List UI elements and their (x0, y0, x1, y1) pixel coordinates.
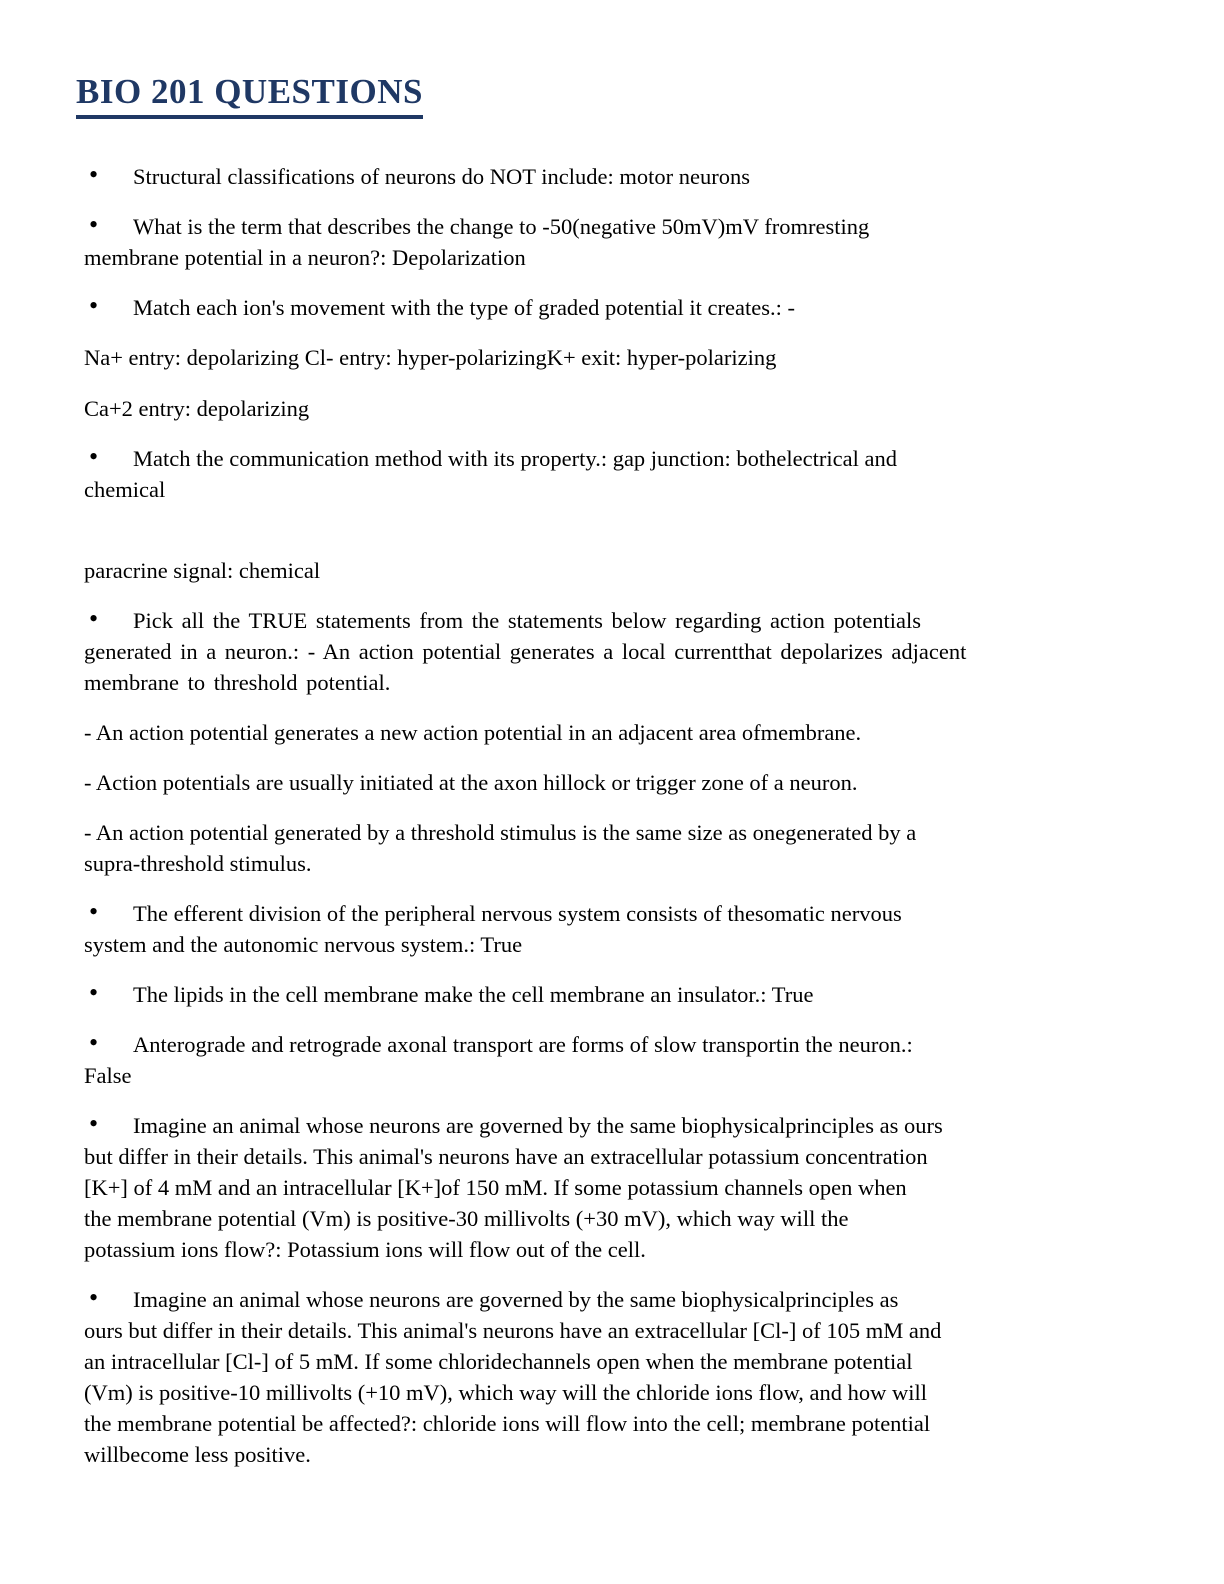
question-bullet-item (84, 211, 1144, 273)
question-bullet-item (84, 1029, 1144, 1091)
bullet-icon: • (89, 291, 99, 320)
paragraph-text: Imagine an animal whose neurons are governed by the same biophysicalprinciples as ours but differ in their details. This animal's neurons have an extracellular [Cl-] of 105 mM and an intracellular [Cl-] of 5 mM. If some chloridechannels open when the membrane potential (Vm) is positive-10 millivolts (+10 mV), which way will the chloride ions flow, and how will the membrane potential be affected?: chloride ions will flow into the cell; membrane potential willbecome less positive. (84, 1287, 942, 1467)
question-bullet-item (84, 1284, 1144, 1470)
paragraph-text: What is the term that describes the change to -50(negative 50mV)mV fromresting membrane potential in a neuron?: Depolarization (84, 214, 870, 270)
text-line (84, 767, 1144, 798)
question-bullet-item (84, 161, 1144, 192)
paragraph-text: - An action potential generates a new action potential in an adjacent area ofmembrane. (84, 720, 862, 745)
text-line (84, 393, 1144, 424)
paragraph-text: - An action potential generated by a threshold stimulus is the same size as onegenerated by a supra-threshold stimulus. (84, 820, 917, 876)
bullet-icon: • (89, 442, 99, 471)
question-bullet-item (84, 443, 1144, 505)
bullet-icon: • (89, 160, 99, 189)
paragraph-text: Anterograde and retrograde axonal transport are forms of slow transportin the neuron.: False (84, 1032, 913, 1088)
text-line (84, 717, 1144, 748)
question-bullet-item (84, 898, 1144, 960)
question-bullet-item (84, 605, 1144, 698)
bullet-icon: • (89, 210, 99, 239)
text-line (84, 555, 1144, 586)
paragraph-text: Match the communication method with its property.: gap junction: bothelectrical and chemical (84, 446, 897, 502)
bullet-icon: • (89, 1109, 99, 1138)
paragraph-text: Structural classifications of neurons do NOT include: motor neurons (133, 164, 750, 189)
bullet-icon: • (89, 897, 99, 926)
paragraph-text: Match each ion's movement with the type of graded potential it creates.: - (133, 295, 795, 320)
paragraph-text: - Action potentials are usually initiated at the axon hillock or trigger zone of a neuron. (84, 770, 858, 795)
question-bullet-item (84, 979, 1144, 1010)
paragraph-text: Na+ entry: depolarizing Cl- entry: hyper-polarizingK+ exit: hyper-polarizing (84, 345, 777, 370)
question-bullet-item (84, 1110, 1144, 1265)
paragraph-text: The lipids in the cell membrane make the cell membrane an insulator.: True (133, 982, 814, 1007)
paragraph-text: Imagine an animal whose neurons are governed by the same biophysicalprinciples as ours but differ in their details. This animal's neurons have an extracellular potassium concentration [K+] of 4 mM and an intracellular [K+]of 150 mM. If some potassium channels open when the membrane potential (Vm) is positive-30 millivolts (+30 mV), which way will the potassium ions flow?: Potassium ions will flow out of the cell. (84, 1113, 943, 1262)
paragraph-text: paracrine signal: chemical (84, 558, 321, 583)
bullet-icon: • (89, 978, 99, 1007)
document-body (84, 161, 1144, 1470)
bullet-icon: • (89, 1028, 99, 1057)
text-line (84, 817, 1144, 879)
page-title: BIO 201 QUESTIONS (76, 72, 423, 119)
text-line (84, 342, 1144, 373)
bullet-icon: • (89, 1283, 99, 1312)
paragraph-text: Pick all the TRUE statements from the statements below regarding action potentials generated in a neuron.: - An action potential generates a local currentthat depolarizes adjacent membrane to threshold potential. (84, 608, 967, 695)
question-bullet-item (84, 292, 1144, 323)
paragraph-text: The efferent division of the peripheral nervous system consists of thesomatic nervous system and the autonomic nervous system.: True (84, 901, 902, 957)
paragraph-text: Ca+2 entry: depolarizing (84, 396, 310, 421)
bullet-icon: • (89, 604, 99, 633)
